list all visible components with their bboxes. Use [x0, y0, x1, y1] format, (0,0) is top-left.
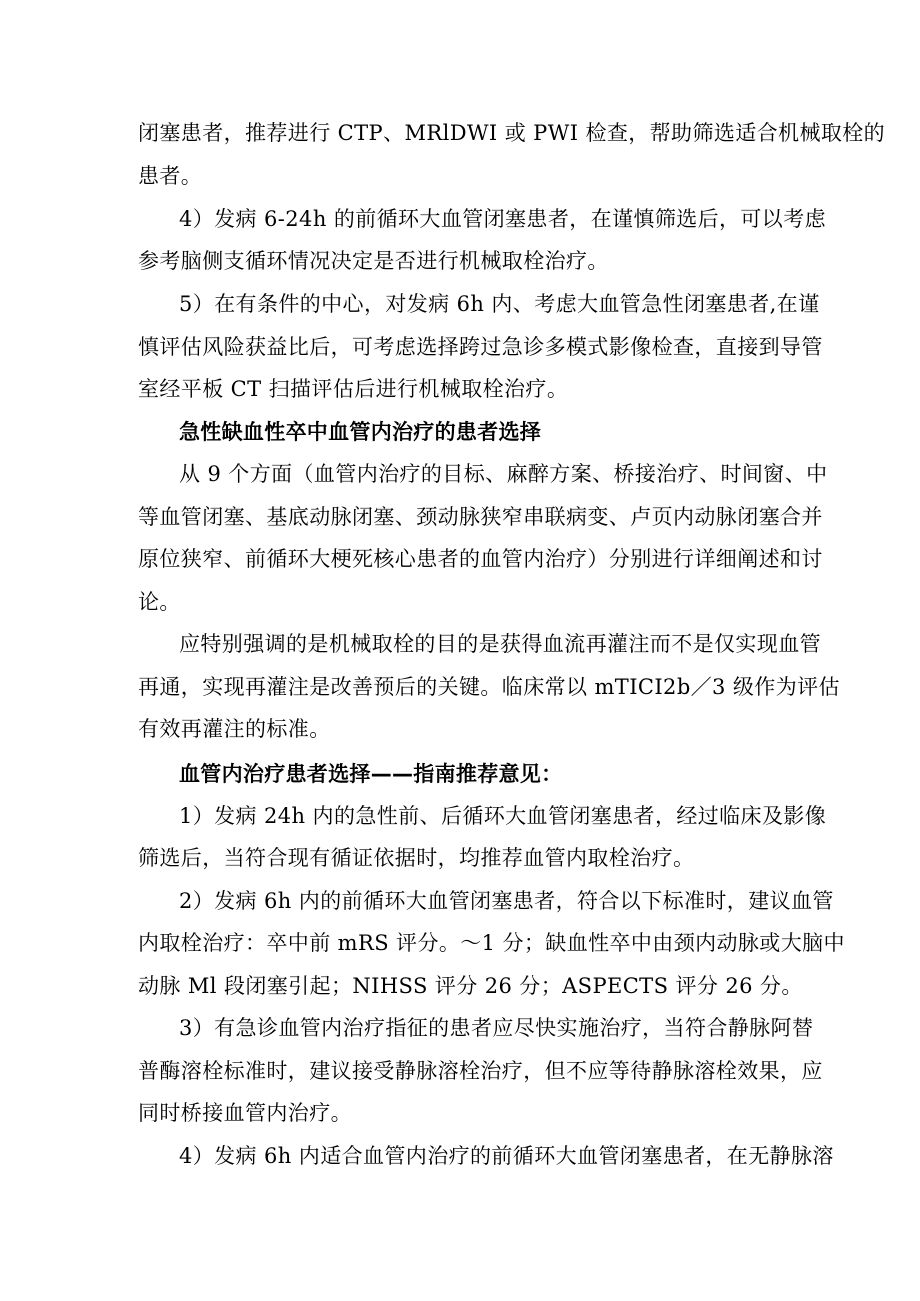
paragraph-line: 筛选后，当符合现有循证依据时，均推荐血管内取栓治疗。: [138, 846, 695, 870]
paragraph-line: 患者。: [138, 164, 203, 188]
paragraph-line: 等血管闭塞、基底动脉闭塞、颈动脉狭窄串联病变、卢页内动脉闭塞合并: [138, 505, 823, 529]
paragraph-line: 3）有急诊血管内治疗指征的患者应尽快实施治疗，当符合静脉阿替: [179, 1016, 814, 1040]
paragraph-line: 5）在有条件的中心，对发病 6h 内、考虑大血管急性闭塞患者,在谨: [179, 292, 820, 316]
paragraph-line: 同时桥接血管内治疗。: [138, 1101, 352, 1125]
paragraph-line: 4）发病 6h 内适合血管内治疗的前循环大血管闭塞患者，在无静脉溶: [179, 1144, 834, 1168]
paragraph-line: 闭塞患者，推荐进行 CTP、MRlDWI 或 PWI 检查，帮助筛选适合机械取栓的: [138, 121, 886, 145]
paragraph-line: 再通，实现再灌注是改善预后的关键。临床常以 mTICI2b／3 级作为评估: [138, 675, 840, 699]
paragraph-line: 从 9 个方面（血管内治疗的目标、麻醉方案、桥接治疗、时间窗、中: [179, 462, 828, 486]
paragraph-line: 2）发病 6h 内的前循环大血管闭塞患者，符合以下标准时，建议血管: [179, 889, 834, 913]
paragraph-line: 4）发病 6-24h 的前循环大血管闭塞患者，在谨慎筛选后，可以考虑: [179, 207, 827, 231]
paragraph-line: 动脉 Ml 段闭塞引起；NIHSS 评分 26 分；ASPECTS 评分 26 分。: [138, 974, 803, 998]
paragraph-line: 有效再灌注的标准。: [138, 717, 331, 741]
paragraph-line: 应特别强调的是机械取栓的目的是获得血流再灌注而不是仅实现血管: [179, 632, 821, 656]
section-heading: 血管内治疗患者选择——指南推荐意见：: [179, 762, 563, 786]
paragraph-line: 1）发病 24h 内的急性前、后循环大血管闭塞患者，经过临床及影像: [179, 804, 827, 828]
section-heading: 急性缺血性卒中血管内治疗的患者选择: [179, 420, 542, 444]
paragraph-line: 室经平板 CT 扫描评估后进行机械取栓治疗。: [138, 377, 569, 401]
paragraph-line: 普酶溶栓标准时，建议接受静脉溶栓治疗，但不应等待静脉溶栓效果，应: [138, 1059, 823, 1083]
paragraph-line: 内取栓治疗：卒中前 mRS 评分。～1 分；缺血性卒中由颈内动脉或大脑中: [138, 931, 845, 955]
paragraph-line: 参考脑侧支循环情况决定是否进行机械取栓治疗。: [138, 249, 609, 273]
paragraph-line: 原位狭窄、前循环大梗死核心患者的血管内治疗）分别进行详细阐述和讨: [138, 547, 823, 571]
paragraph-line: 慎评估风险获益比后，可考虑选择跨过急诊多模式影像检查，直接到导管: [138, 335, 823, 359]
paragraph-line: 论。: [138, 590, 181, 614]
